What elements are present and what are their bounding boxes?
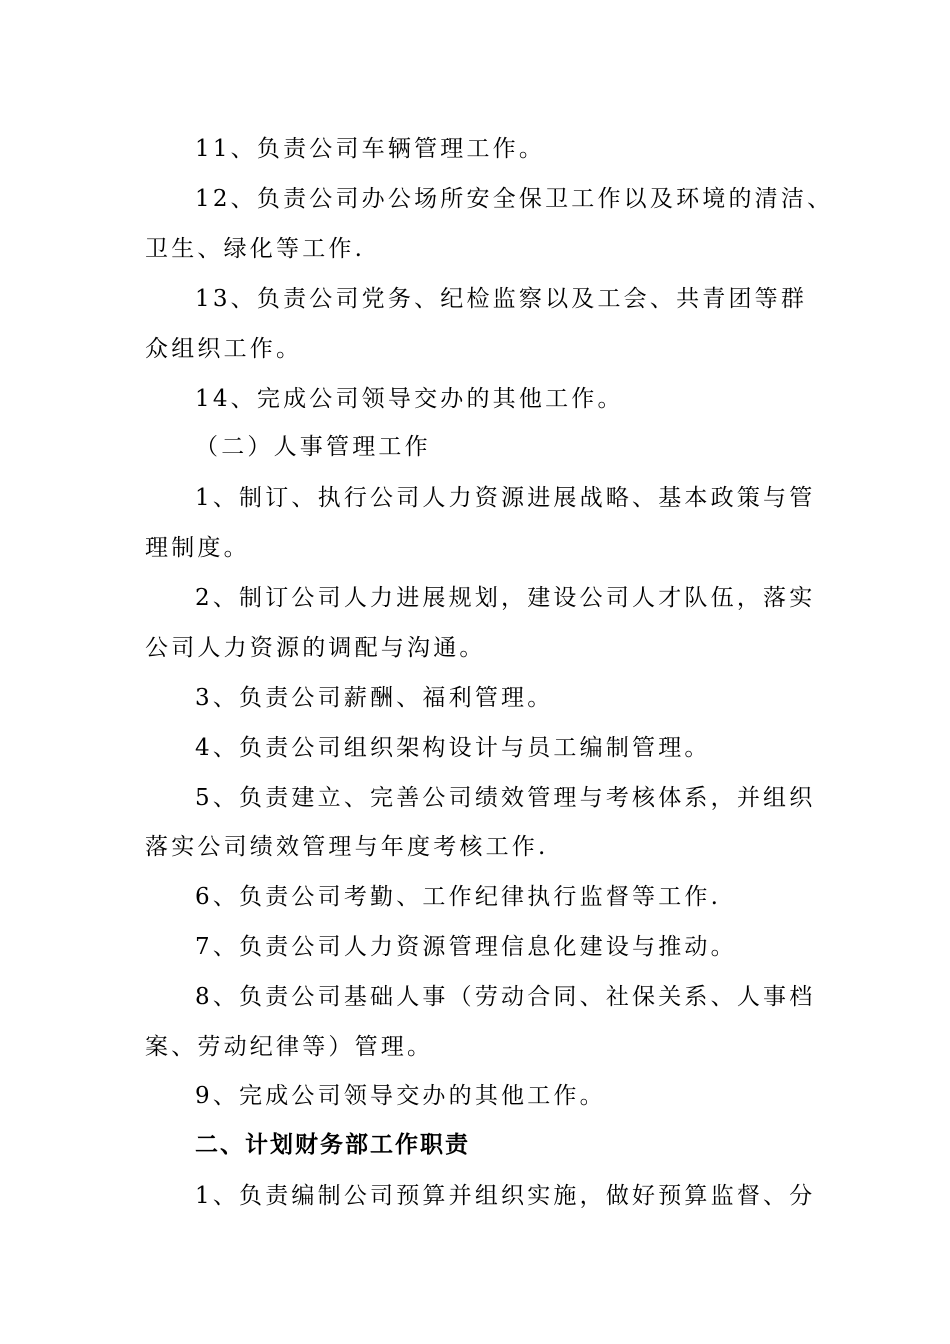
paragraph-line: 5、负责建立、完善公司绩效管理与考核体系，并组织: [195, 785, 816, 811]
paragraph-line: 案、劳动纪律等）管理。: [145, 1034, 434, 1060]
paragraph-line: 2、制订公司人力进展规划，建设公司人才队伍，落实: [195, 585, 816, 611]
paragraph-line: 众组织工作。: [145, 336, 303, 362]
paragraph-line: 1、负责编制公司预算并组织实施，做好预算监督、分: [195, 1183, 816, 1209]
paragraph-line: 13、负责公司党务、纪检监察以及工会、共青团等群: [195, 286, 808, 312]
paragraph-line: 公司人力资源的调配与沟通。: [145, 635, 486, 661]
paragraph-line: 11、负责公司车辆管理工作。: [195, 136, 546, 162]
paragraph-line: 理制度。: [145, 535, 250, 561]
section-subheading: （二）人事管理工作: [195, 434, 431, 460]
paragraph-line: 7、负责公司人力资源管理信息化建设与推动。: [195, 934, 737, 960]
paragraph-line: 8、负责公司基础人事（劳动合同、社保关系、人事档: [195, 984, 816, 1010]
paragraph-line: 14、完成公司领导交办的其他工作。: [195, 386, 624, 412]
paragraph-line: 落实公司绩效管理与年度考核工作.: [145, 834, 549, 860]
paragraph-line: 3、负责公司薪酬、福利管理。: [195, 685, 554, 711]
paragraph-line: 6、负责公司考勤、工作纪律执行监督等工作.: [195, 884, 722, 910]
paragraph-line: 12、负责公司办公场所安全保卫工作以及环境的清洁、: [195, 186, 834, 212]
section-heading: 二、计划财务部工作职责: [195, 1132, 470, 1158]
paragraph-line: 9、完成公司领导交办的其他工作。: [195, 1083, 606, 1109]
paragraph-line: 卫生、绿化等工作.: [145, 236, 366, 262]
paragraph-line: 4、负责公司组织架构设计与员工编制管理。: [195, 735, 711, 761]
paragraph-line: 1、制订、执行公司人力资源进展战略、基本政策与管: [195, 485, 816, 511]
